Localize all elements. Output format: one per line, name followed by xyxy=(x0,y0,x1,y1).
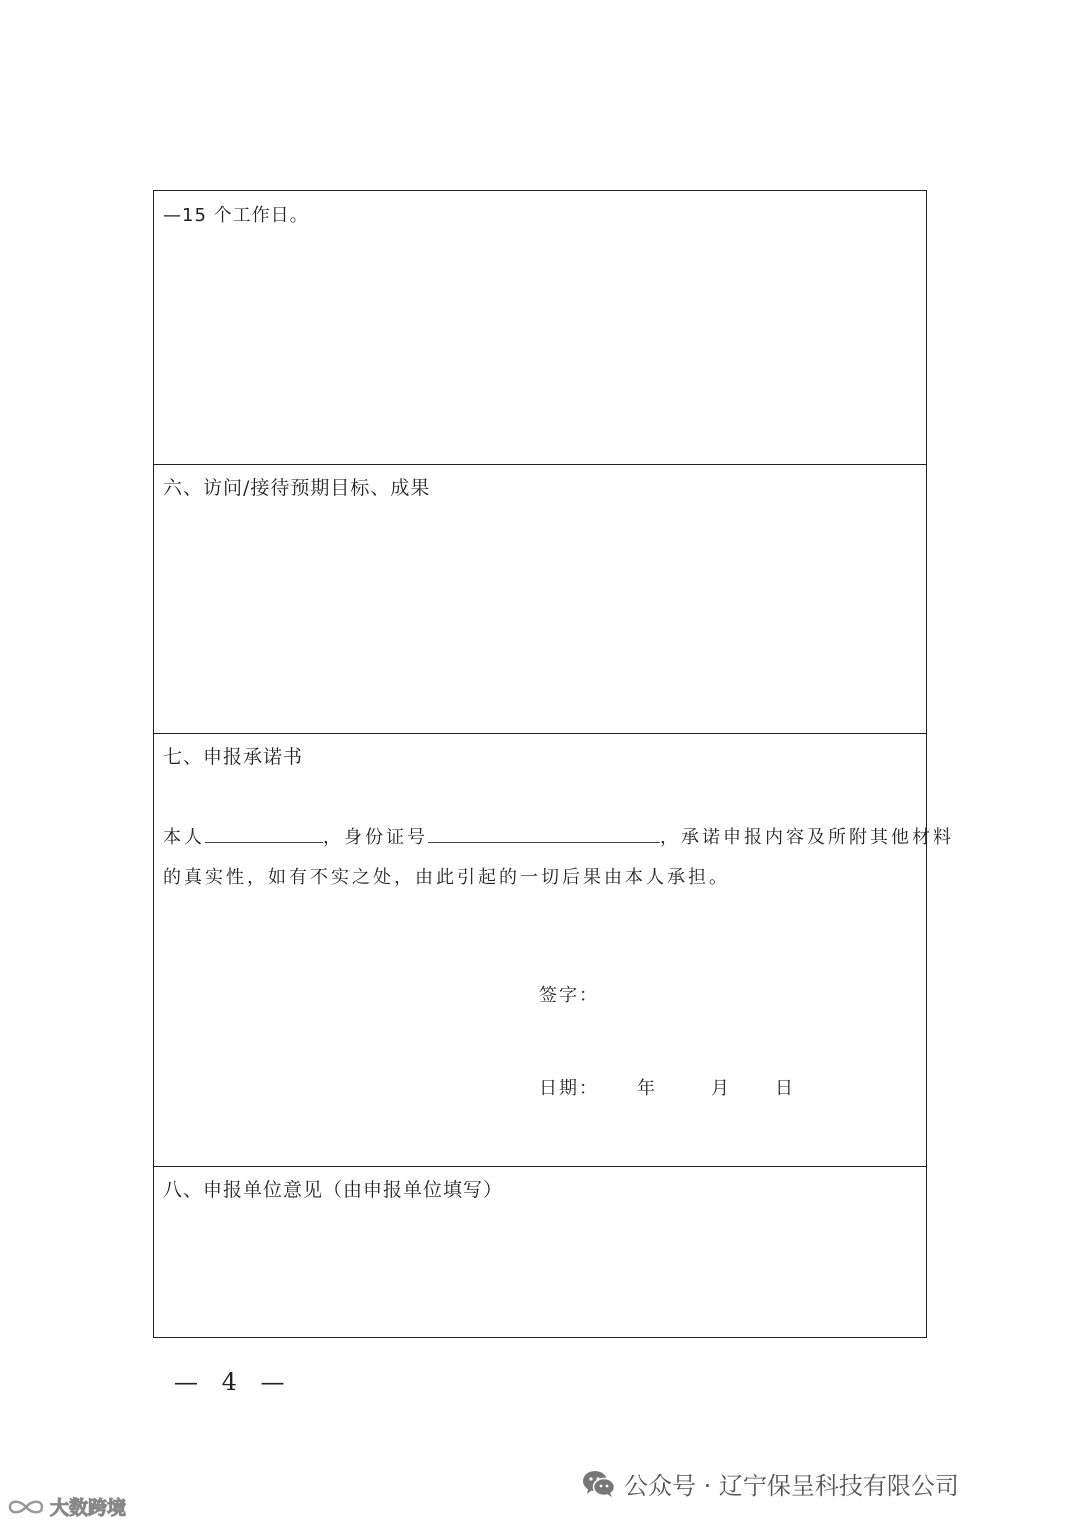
date-line xyxy=(539,1074,795,1100)
declaration-pledge-heading: 七、申报承诺书 xyxy=(163,746,304,768)
infinity-logo-icon xyxy=(6,1496,46,1518)
corner-brand-logo xyxy=(6,1493,126,1520)
section-declaration-pledge xyxy=(154,734,954,1167)
pledge-line-2: 的真实性，如有不实之处，由此引起的一切后果由本人承担。 xyxy=(163,867,730,888)
timeline-continued-text: —15 个工作日。 xyxy=(163,205,309,226)
signature-label: 签字： xyxy=(539,985,599,1006)
pledge-name-prefix: 本人 xyxy=(163,827,205,848)
pledge-line-1 xyxy=(163,823,954,849)
application-form-table xyxy=(153,190,954,1338)
section-unit-opinion xyxy=(154,1167,926,1337)
date-year-label: 年 xyxy=(637,1078,657,1099)
corner-logo-text: 大数跨境 xyxy=(50,1497,127,1519)
visit-goals-heading: 六、访问/接待预期目标、成果 xyxy=(163,477,431,499)
watermark-text: 公众号 · 辽宁保呈科技有限公司 xyxy=(624,1472,959,1500)
wechat-watermark xyxy=(582,1466,959,1501)
date-label: 日期： xyxy=(539,1078,599,1099)
date-month-label: 月 xyxy=(711,1078,731,1099)
wechat-icon xyxy=(582,1469,616,1499)
page-number: — 4 — xyxy=(174,1368,293,1396)
id-number-blank-field xyxy=(428,824,660,843)
section-visit-goals xyxy=(154,465,926,734)
unit-opinion-heading: 八、申报单位意见（由申报单位填写） xyxy=(163,1179,504,1201)
pledge-id-prefix: ，身份证号 xyxy=(323,827,428,848)
section-timeline-continued xyxy=(154,191,926,465)
date-day-label: 日 xyxy=(775,1078,795,1099)
name-blank-field xyxy=(205,824,323,843)
pledge-line-1-rest: ，承诺申报内容及所附其他材料 xyxy=(660,827,954,848)
